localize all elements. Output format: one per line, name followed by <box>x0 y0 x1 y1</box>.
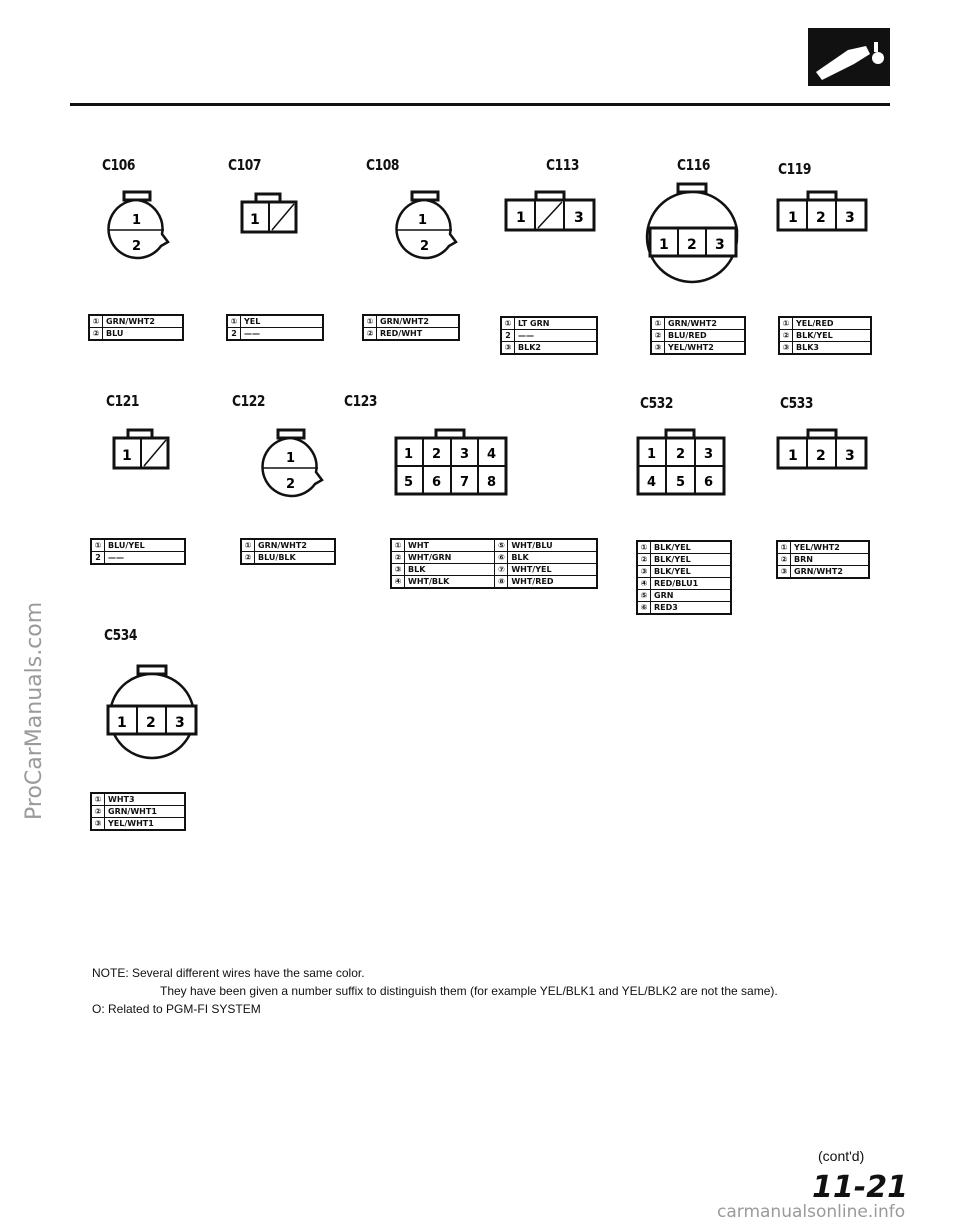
wire-table-c121: ① BLU/YEL 2 —— <box>90 538 186 565</box>
connector-label-c108: C108 <box>366 156 400 174</box>
connector-label-c534: C534 <box>104 626 138 644</box>
pin-5: 5 <box>404 475 414 490</box>
pin-1: 1 <box>659 237 669 253</box>
connector-c123-diagram <box>392 428 510 500</box>
pin-1: 1 <box>788 448 798 464</box>
wire-table-c106: ① GRN/WHT2 ② BLU <box>88 314 184 341</box>
wire-table-c122: ① GRN/WHT2 ② BLU/BLK <box>240 538 336 565</box>
connector-label-c107: C107 <box>228 156 262 174</box>
pin-3: 3 <box>574 210 584 226</box>
pin-3: 3 <box>704 447 714 462</box>
note-line-2: They have been given a number suffix to distinguish them (for example YEL/BLK1 and YEL/BLK2 are not the same). <box>160 984 778 998</box>
section-logo-icon <box>808 28 890 86</box>
pin-4: 4 <box>487 447 497 462</box>
wire-table-c116: ① GRN/WHT2 ② BLU/RED ③ YEL/WHT2 <box>650 316 746 355</box>
pin-6: 6 <box>432 475 442 490</box>
wire-table-c107: ① YEL 2 —— <box>226 314 324 341</box>
pin-1: 1 <box>788 210 798 226</box>
connector-c106-diagram <box>98 190 178 270</box>
connector-label-c121: C121 <box>106 392 140 410</box>
pin-3: 3 <box>715 237 725 253</box>
pin-1: 1 <box>404 447 414 462</box>
pin-1: 1 <box>286 451 296 466</box>
pin-2: 2 <box>286 477 296 492</box>
wire-table-c532: ① BLK/YEL ② BLK/YEL ③ BLK/YEL ④ RED/BLU1 ⑤ GRN ⑥ RED3 <box>636 540 732 615</box>
wire-table-c534: ① WHT3 ② GRN/WHT1 ③ YEL/WHT1 <box>90 792 186 831</box>
connector-c532-diagram <box>634 428 728 500</box>
pin-2: 2 <box>146 715 156 731</box>
pin-2: 2 <box>432 447 442 462</box>
pin-8: 8 <box>487 475 497 490</box>
page-number: 11-21 <box>812 1170 908 1205</box>
note-line-3: O: Related to PGM-FI SYSTEM <box>92 1002 261 1016</box>
pin-1: 1 <box>132 213 142 228</box>
connector-label-c533: C533 <box>780 394 814 412</box>
connector-c122-diagram <box>252 428 332 508</box>
pin-3: 3 <box>460 447 470 462</box>
watermark-carmanualsonline: carmanualsonline.info <box>717 1202 906 1222</box>
connector-label-c116: C116 <box>677 156 711 174</box>
pin-3: 3 <box>175 715 185 731</box>
pin-2: 2 <box>816 210 826 226</box>
connector-c121-diagram <box>108 428 174 478</box>
watermark-procarmanuals: ProCarManuals.com <box>22 601 47 820</box>
connector-c108-diagram <box>386 190 466 270</box>
pin-1: 1 <box>516 210 526 226</box>
pin-7: 7 <box>460 475 470 490</box>
wire-table-c113: ① LT GRN 2 —— ③ BLK2 <box>500 316 598 355</box>
wire-table-c533: ① YEL/WHT2 ② BRN ③ GRN/WHT2 <box>776 540 870 579</box>
pin-3: 3 <box>845 448 855 464</box>
connector-label-c106: C106 <box>102 156 136 174</box>
pin-1: 1 <box>647 447 657 462</box>
connector-label-c122: C122 <box>232 392 266 410</box>
pin-1: 1 <box>418 213 428 228</box>
connector-c119-diagram <box>774 190 870 240</box>
pin-1: 1 <box>122 448 132 464</box>
pin-1: 1 <box>250 212 260 228</box>
connector-c116-diagram <box>644 182 744 292</box>
wire-table-c123: ① WHT ⑤ WHT/BLU ② WHT/GRN ⑥ BLK ③ BLK ⑦ WHT/YEL ④ WHT/BLK ⑧ WHT/RED <box>390 538 598 589</box>
connector-c113-diagram <box>502 190 598 240</box>
pin-3: 3 <box>845 210 855 226</box>
pin-2: 2 <box>816 448 826 464</box>
pin-2: 2 <box>676 447 686 462</box>
continued-label: (cont'd) <box>818 1148 865 1164</box>
pin-4: 4 <box>647 475 657 490</box>
pin-2: 2 <box>687 237 697 253</box>
pin-2: 2 <box>420 239 430 254</box>
wire-table-c119: ① YEL/RED ② BLK/YEL ③ BLK3 <box>778 316 872 355</box>
pin-6: 6 <box>704 475 714 490</box>
note-line-1: NOTE: Several different wires have the same color. <box>92 966 365 980</box>
connector-c107-diagram <box>236 192 302 242</box>
connector-label-c119: C119 <box>778 160 812 178</box>
wire-table-c108: ① GRN/WHT2 ② RED/WHT <box>362 314 460 341</box>
pin-2: 2 <box>132 239 142 254</box>
connector-label-c123: C123 <box>344 392 378 410</box>
connector-label-c113: C113 <box>546 156 580 174</box>
pin-5: 5 <box>676 475 686 490</box>
header-rule <box>70 103 890 106</box>
pin-1: 1 <box>117 715 127 731</box>
connector-label-c532: C532 <box>640 394 674 412</box>
connector-c533-diagram <box>774 428 870 478</box>
connector-c534-diagram <box>104 664 204 774</box>
